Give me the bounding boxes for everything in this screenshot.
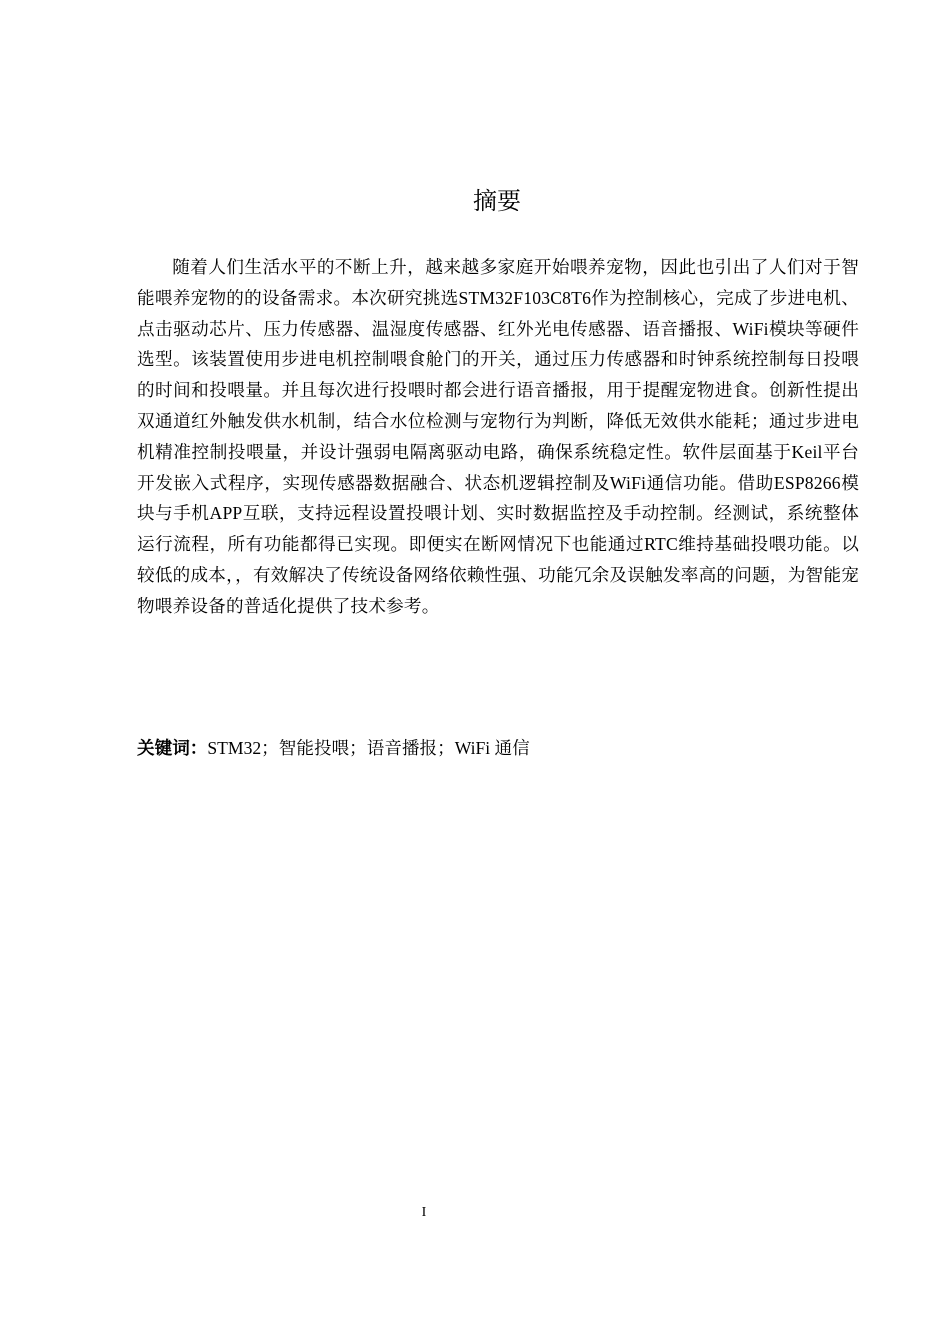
keywords-line: [137, 733, 859, 764]
keywords-text: STM32；智能投喂；语音播报；WiFi 通信: [207, 738, 530, 758]
abstract-body: 随着人们生活水平的不断上升，越来越多家庭开始喂养宠物，因此也引出了人们对于智能喂养宠物的的设备需求。本次研究挑选STM32F103C8T6作为控制核心，完成了步进电机、点击驱动芯片、压力传感器、温湿度传感器、红外光电传感器、语音播报、WiFi模块等硬件选型。该装置使用步进电机控制喂食舱门的开关，通过压力传感器和时钟系统控制每日投喂的时间和投喂量。并且每次进行投喂时都会进行语音播报，用于提醒宠物进食。创新性提出双通道红外触发供水机制，结合水位检测与宠物行为判断，降低无效供水能耗；通过步进电机精准控制投喂量，并设计强弱电隔离驱动电路，确保系统稳定性。软件层面基于Keil平台开发嵌入式程序，实现传感器数据融合、状态机逻辑控制及WiFi通信功能。借助ESP8266模块与手机APP互联，支持远程设置投喂计划、实时数据监控及手动控制。经测试，系统整体运行流程，所有功能都得已实现。即便实在断网情况下也能通过RTC维持基础投喂功能。以较低的成本，，有效解决了传统设备网络依赖性强、功能冗余及误触发率高的问题，为智能宠物喂养设备的普适化提供了技术参考。: [137, 257, 859, 616]
keywords-label: 关键词：: [137, 739, 208, 759]
page-number: I: [421, 1205, 427, 1220]
abstract-title: 摘要: [473, 187, 521, 215]
